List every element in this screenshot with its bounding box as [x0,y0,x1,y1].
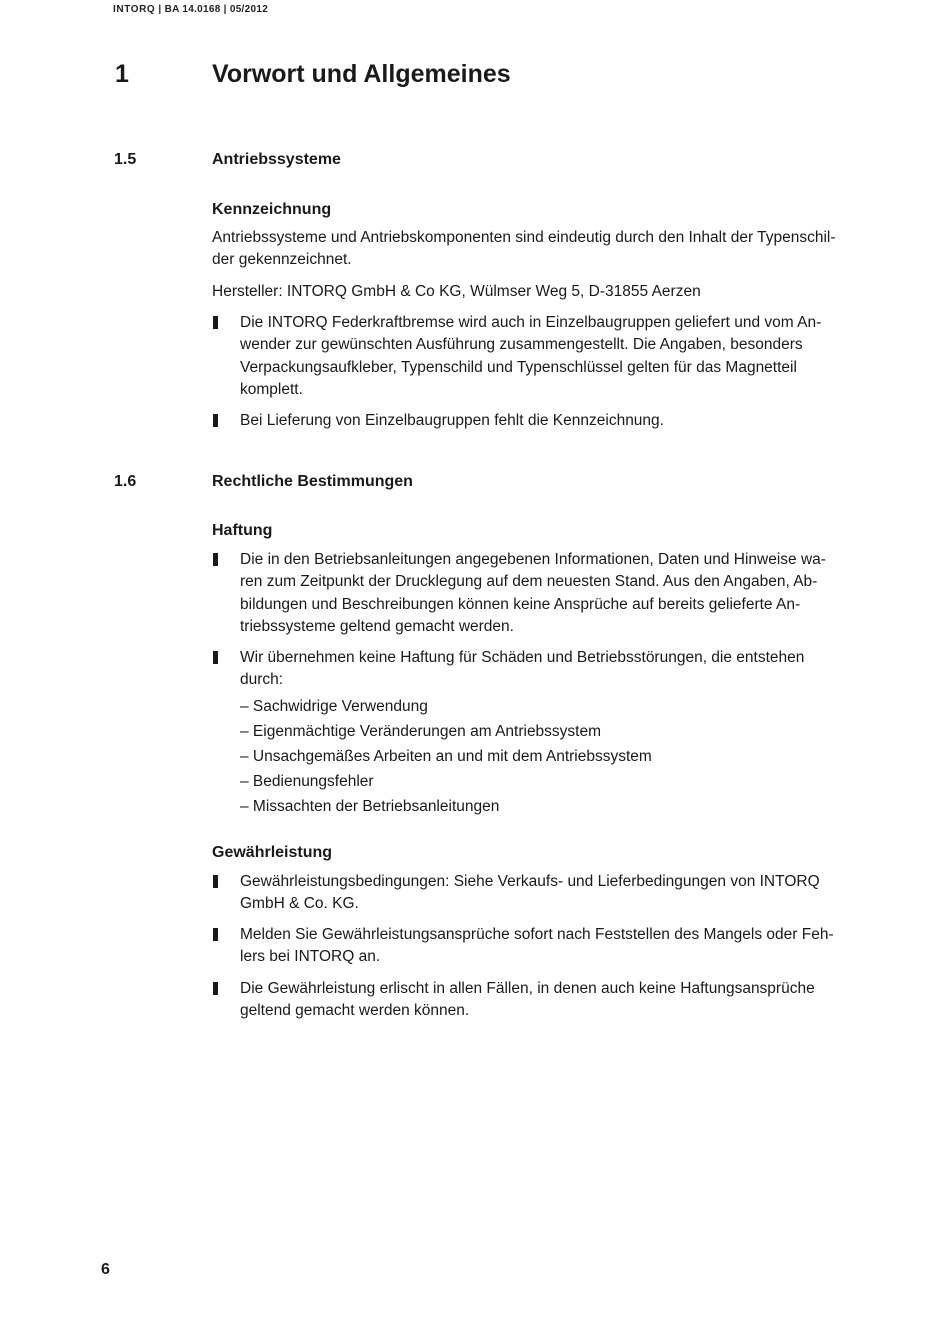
section-number: 1.6 [114,473,137,490]
chapter-number: 1 [115,60,129,88]
section-title: Antriebssysteme [212,151,341,168]
dash-list-item: – Eigenmächtige Veränderungen am Antriebssystem [240,723,602,740]
list-item-text: Melden Sie Gewährleistungsansprüche sofort nach Feststellen des Mangels oder Feh- lers bei INTORQ an. [240,926,834,966]
list-item-text: Gewährleistungsbedingungen: Siehe Verkaufs- und Lieferbedingungen von INTORQ GmbH & Co. KG. [240,873,820,913]
subsection-title: Haftung [212,522,273,539]
bullet-marker-icon [213,928,218,941]
brand-logo: INTORQ [113,4,156,15]
list-item [212,871,842,916]
page-number: 6 [101,1261,110,1278]
list-item-text: Bei Lieferung von Einzelbaugruppen fehlt die Kennzeichnung. [240,412,664,429]
bullet-marker-icon [213,414,218,427]
list-item [212,978,842,1023]
list-item-text: Die INTORQ Federkraftbremse wird auch in Einzelbaugruppen geliefert und vom An- wender zur gewünschten Ausführung zusammengestellt. Die Angaben, besonders Verpackungsaufkleber, Typenschild und Typenschlüssel gelten für das Magnetteil komplett. [240,314,822,399]
list-item [212,924,842,969]
dash-list-item: – Sachwidrige Verwendung [240,698,428,715]
list-item-text: Wir übernehmen keine Haftung für Schäden und Betriebsstörungen, die entstehen durch: [240,649,805,689]
document-reference: | BA 14.0168 | 05/2012 [158,4,269,15]
bullet-marker-icon [213,651,218,664]
dash-list-item: – Bedienungsfehler [240,773,374,790]
page-header [113,4,268,15]
bullet-marker-icon [213,875,218,888]
paragraph: Antriebssysteme und Antriebskomponenten sind eindeutig durch den Inhalt der Typenschil- der gekennzeichnet. [212,229,836,269]
subsection-title: Gewährleistung [212,844,333,861]
list-item [212,312,842,402]
list-item [212,647,842,692]
list-item-text: Die in den Betriebsanleitungen angegebenen Informationen, Daten und Hinweise wa- ren zum Zeitpunkt der Drucklegung auf dem neuesten Stand. Aus den Angaben, Ab- bildungen und Beschreibungen können keine Ansprüche auf bereits gelieferte An- triebssysteme geltend gemacht werden. [240,551,826,636]
chapter-title: Vorwort und Allgemeines [212,60,511,88]
bullet-marker-icon [213,553,218,566]
section-title: Rechtliche Bestimmungen [212,473,413,490]
paragraph: Hersteller: INTORQ GmbH & Co KG, Wülmser Weg 5, D-31855 Aerzen [212,283,701,300]
list-item [212,549,842,639]
list-item-text: Die Gewährleistung erlischt in allen Fällen, in denen auch keine Haftungsansprüche geltend gemacht werden können. [240,980,815,1020]
subsection-title: Kennzeichnung [212,201,332,218]
bullet-marker-icon [213,982,218,995]
dash-list-item: – Missachten der Betriebsanleitungen [240,798,500,815]
bullet-marker-icon [213,316,218,329]
dash-list-item: – Unsachgemäßes Arbeiten an und mit dem Antriebssystem [240,748,652,765]
section-number: 1.5 [114,151,137,168]
list-item [212,410,842,432]
